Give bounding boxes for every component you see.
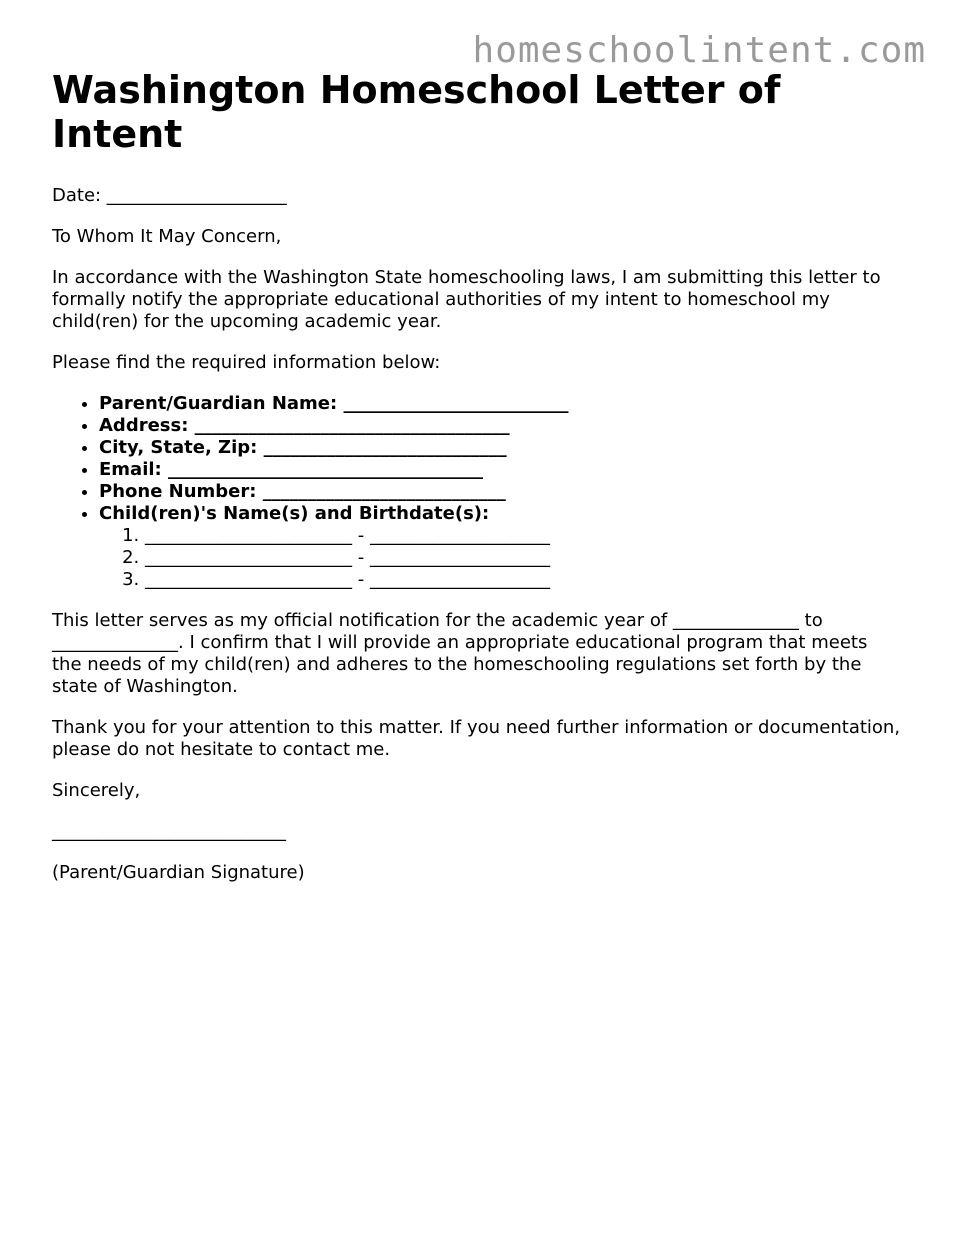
date-line: Date: ____________________ [52, 185, 287, 206]
page-title: Washington Homeschool Letter of Intent [52, 68, 781, 156]
info-fields-list [52, 393, 902, 591]
notification-paragraph: This letter serves as my official notification for the academic year of ______________ to ______________. I confirm that I will provide an appropriate educational program that meets the needs of my child(ren) and adheres to the homeschooling regulations set forth by the state of Washington. [52, 610, 868, 697]
salutation: To Whom It May Concern, [52, 226, 282, 247]
child-entry: 2. _______________________ - ____________________ [145, 547, 902, 569]
signature-line: __________________________ [52, 821, 286, 842]
children-heading: Child(ren)'s Name(s) and Birthdate(s): [99, 503, 490, 524]
required-info-heading: Please find the required information below: [52, 352, 441, 373]
list-item [99, 503, 902, 591]
city-state-zip-field: City, State, Zip: ___________________________ [99, 437, 507, 458]
list-item [99, 437, 902, 459]
parent-name-field: Parent/Guardian Name: _________________________ [99, 393, 569, 414]
list-item [99, 415, 902, 437]
child-entry: 1. _______________________ - ____________________ [145, 525, 902, 547]
address-field: Address: ___________________________________ [99, 415, 510, 436]
thanks-paragraph: Thank you for your attention to this matter. If you need further information or documentation, please do not hesitate to contact me. [52, 717, 901, 760]
child-entry: 3. _______________________ - ____________________ [145, 569, 902, 591]
site-watermark: homeschoolintent.com [472, 30, 926, 71]
email-field: Email: ___________________________________ [99, 459, 484, 480]
list-item [99, 393, 902, 415]
list-item [99, 459, 902, 481]
signature-label: (Parent/Guardian Signature) [52, 862, 305, 883]
phone-field: Phone Number: ___________________________ [99, 481, 506, 502]
list-item [99, 481, 902, 503]
intro-paragraph: In accordance with the Washington State homeschooling laws, I am submitting this letter to formally notify the appropriate educational authorities of my intent to homeschool my child(ren) for the upcoming academic year. [52, 267, 881, 332]
children-list [99, 525, 902, 591]
letter-document [52, 68, 902, 884]
closing: Sincerely, [52, 780, 141, 801]
